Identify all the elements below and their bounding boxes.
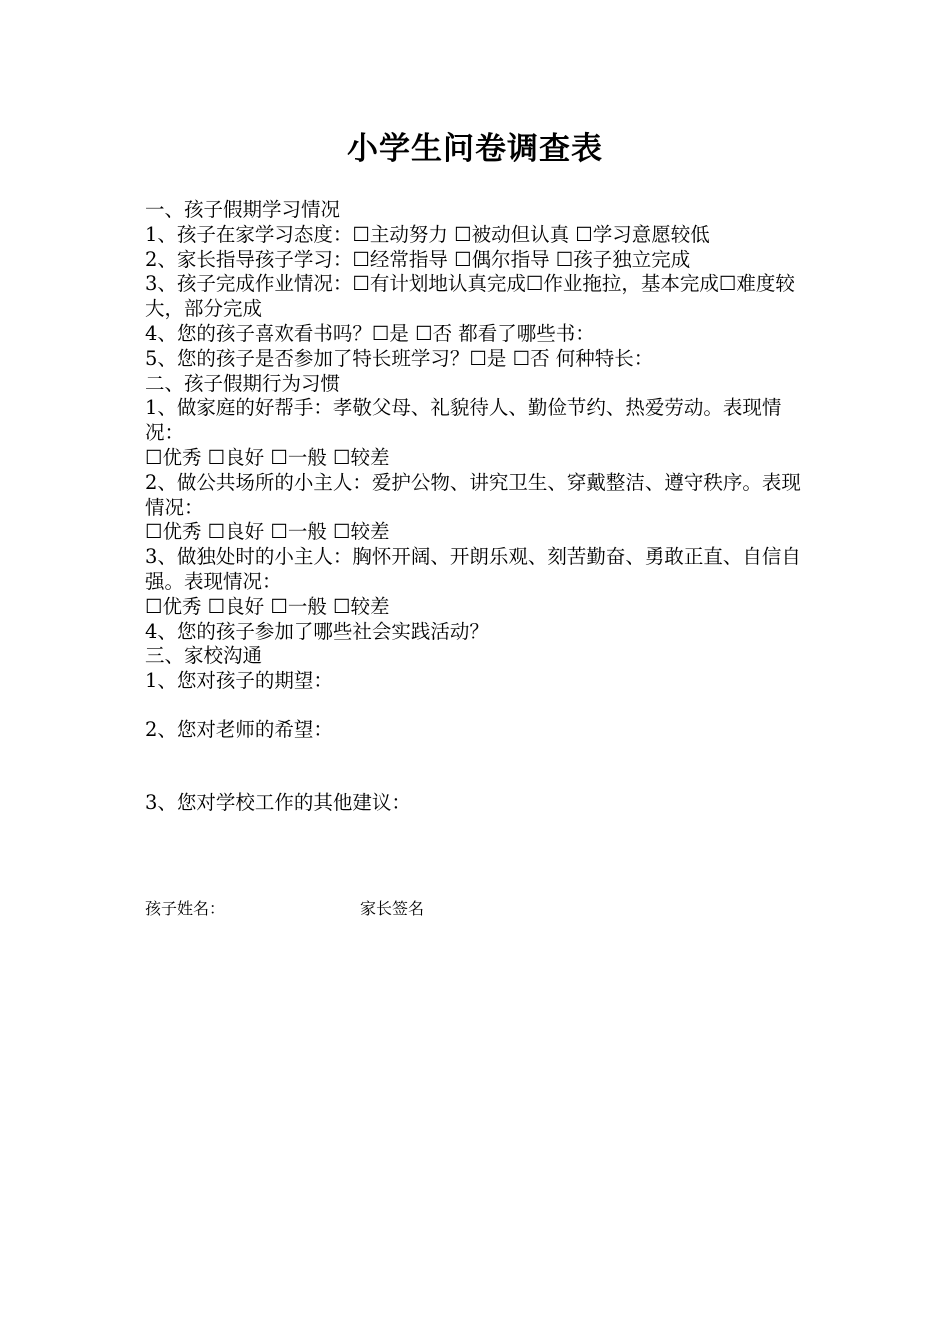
rating-options-alone: ☐优秀 ☐良好 ☐一般 ☐较差	[145, 594, 390, 618]
question-special-class: 5、您的孩子是否参加了特长班学习？☐是 ☐否 何种特长：	[145, 346, 654, 370]
section-heading-behavior: 二、孩子假期行为习惯	[145, 371, 341, 395]
question-social-practice: 4、您的孩子参加了哪些社会实践活动？	[145, 619, 489, 643]
question-study-attitude: 1、孩子在家学习态度：☐主动努力 ☐被动但认真 ☐学习意愿较低	[145, 222, 710, 246]
section-heading-communication: 三、家校沟通	[145, 644, 263, 668]
question-child-expectation: 1、您对孩子的期望：	[145, 669, 333, 693]
rating-options-home: ☐优秀 ☐良好 ☐一般 ☐较差	[145, 445, 390, 469]
question-school-suggestion: 3、您对学校工作的其他建议：	[145, 790, 411, 814]
question-alone: 3、做独处时的小主人：胸怀开阔、开朗乐观、刻苦勤奋、勇敢正直、自信自强。表现情况：	[145, 545, 801, 593]
question-homework: 3、孩子完成作业情况：☐有计划地认真完成☐作业拖拉，基本完成☐难度较大，部分完成	[145, 272, 795, 321]
rating-options-public: ☐优秀 ☐良好 ☐一般 ☐较差	[145, 520, 390, 544]
child-name-label: 孩子姓名：	[145, 899, 226, 918]
questionnaire-body	[145, 198, 810, 816]
question-teacher-hope: 2、您对老师的希望：	[145, 717, 333, 741]
question-public-place: 2、做公共场所的小主人：爱护公物、讲究卫生、穿戴整洁、遵守秩序。表现情况：	[145, 470, 801, 519]
section-heading-study: 一、孩子假期学习情况	[145, 198, 341, 221]
question-parent-guidance: 2、家长指导孩子学习：☐经常指导 ☐偶尔指导 ☐孩子独立完成	[145, 247, 691, 271]
question-home-helper: 1、做家庭的好帮手：孝敬父母、礼貌待人、勤俭节约、热爱劳动。表现情况：	[145, 396, 782, 445]
question-reading: 4、您的孩子喜欢看书吗？☐是 ☐否 都看了哪些书：	[145, 321, 595, 345]
page-title: 小学生问卷调查表	[347, 131, 603, 167]
parent-signature-label: 家长签名	[360, 899, 425, 918]
